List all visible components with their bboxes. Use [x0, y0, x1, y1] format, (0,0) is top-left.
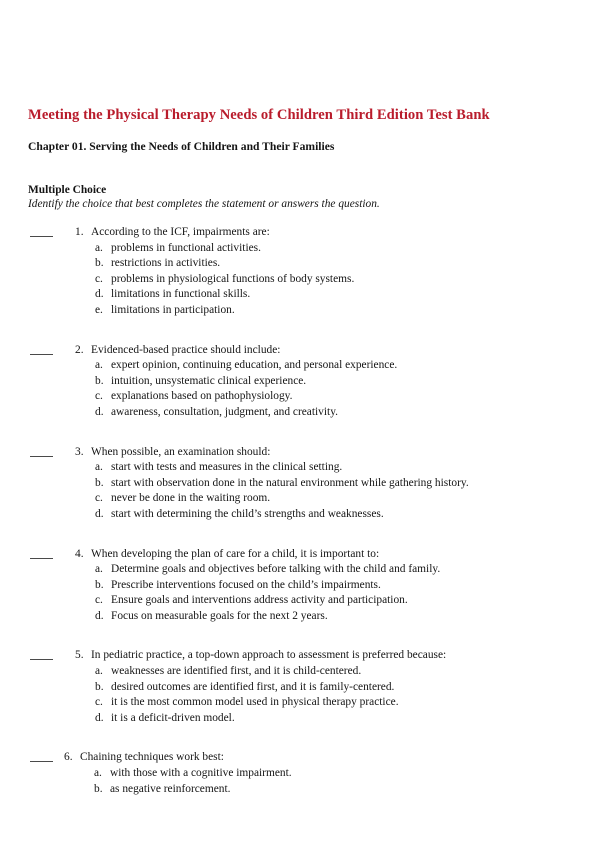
choice-text: as negative reinforcement.	[110, 782, 231, 795]
choice-option[interactable]	[0, 492, 600, 508]
choice-option[interactable]	[0, 390, 600, 406]
question-number: 6.	[64, 751, 73, 764]
choice-option[interactable]	[0, 508, 600, 524]
choice-text: expert opinion, continuing education, and personal experience.	[111, 359, 398, 372]
choice-text: awareness, consultation, judgment, and creativity.	[111, 405, 339, 418]
question-block	[0, 649, 600, 727]
choice-letter: a.	[95, 563, 103, 576]
question-stem	[0, 548, 600, 564]
question-block	[0, 226, 600, 320]
choice-text: limitations in participation.	[111, 303, 235, 316]
chapter-heading: Chapter 01. Serving the Needs of Children and Their Families	[28, 140, 335, 153]
choice-letter: b.	[95, 680, 104, 693]
section-instruction: Identify the choice that best completes the statement or answers the question.	[28, 198, 380, 210]
choice-option[interactable]	[0, 375, 600, 391]
question-stem	[0, 649, 600, 665]
choice-letter: c.	[95, 492, 103, 505]
choice-letter: b.	[95, 476, 104, 489]
choice-text: intuition, unsystematic clinical experience.	[111, 374, 307, 387]
choice-option[interactable]	[0, 665, 600, 681]
choice-text: desired outcomes are identified first, and it is family-centered.	[111, 680, 395, 693]
choice-option[interactable]	[0, 696, 600, 712]
question-number: 5.	[75, 649, 84, 662]
choice-letter: b.	[95, 578, 104, 591]
choice-letter: c.	[95, 272, 103, 285]
question-number: 1.	[75, 226, 84, 238]
choice-letter: a.	[95, 461, 103, 474]
choice-text: Focus on measurable goals for the next 2 years.	[111, 609, 328, 622]
choice-option[interactable]	[0, 461, 600, 477]
question-text: Chaining techniques work best:	[80, 751, 224, 764]
choice-letter: a.	[95, 665, 103, 678]
choice-option[interactable]	[0, 288, 600, 304]
choice-option[interactable]	[0, 594, 600, 610]
choice-letter: a.	[95, 359, 103, 372]
choice-text: start with determining the child’s strengths and weaknesses.	[111, 507, 384, 520]
choice-option[interactable]	[0, 610, 600, 626]
question-stem	[0, 226, 600, 242]
choice-text: Prescribe interventions focused on the child’s impairments.	[111, 578, 381, 591]
choice-option[interactable]	[0, 359, 600, 375]
choice-letter: c.	[95, 696, 103, 709]
choice-option[interactable]	[0, 712, 600, 728]
choice-letter: b.	[94, 782, 103, 795]
question-text: According to the ICF, impairments are:	[91, 226, 270, 238]
question-number: 2.	[75, 343, 84, 356]
question-stem	[0, 751, 600, 767]
choice-option[interactable]	[0, 477, 600, 493]
choice-letter: a.	[94, 767, 102, 780]
choice-option[interactable]	[0, 767, 600, 783]
choice-letter: e.	[95, 303, 103, 316]
choice-text: with those with a cognitive impairment.	[110, 767, 292, 780]
choice-text: it is a deficit-driven model.	[111, 711, 235, 724]
choice-text: problems in physiological functions of body systems.	[111, 272, 355, 285]
choice-option[interactable]	[0, 304, 600, 320]
choice-option[interactable]	[0, 273, 600, 289]
choice-text: Ensure goals and interventions address activity and participation.	[111, 594, 408, 607]
choice-text: limitations in functional skills.	[111, 288, 251, 301]
choice-letter: d.	[95, 507, 104, 520]
question-text: When possible, an examination should:	[91, 445, 271, 458]
document-title: Meeting the Physical Therapy Needs of Children Third Edition Test Bank	[28, 107, 490, 123]
choice-text: start with observation done in the natural environment while gathering history.	[111, 476, 469, 489]
question-stem	[0, 446, 600, 462]
choice-letter: d.	[95, 405, 104, 418]
question-block	[0, 751, 600, 798]
question-text: Evidenced-based practice should include:	[91, 343, 281, 356]
choice-text: never be done in the waiting room.	[111, 492, 271, 505]
choice-option[interactable]	[0, 681, 600, 697]
choice-letter: d.	[95, 711, 104, 724]
choice-text: restrictions in activities.	[111, 257, 221, 270]
section-heading-multiple-choice: Multiple Choice	[28, 184, 107, 196]
question-block	[0, 548, 600, 626]
choice-text: problems in functional activities.	[111, 241, 261, 254]
choice-letter: c.	[95, 594, 103, 607]
question-number: 3.	[75, 445, 84, 458]
choice-letter: d.	[95, 288, 104, 301]
choice-text: start with tests and measures in the clinical setting.	[111, 461, 343, 474]
choice-option[interactable]	[0, 579, 600, 595]
question-stem	[0, 344, 600, 360]
choice-text: Determine goals and objectives before talking with the child and family.	[111, 563, 441, 576]
question-block	[0, 344, 600, 422]
choice-option[interactable]	[0, 406, 600, 422]
question-text: In pediatric practice, a top-down approach to assessment is preferred because:	[91, 649, 447, 662]
choice-text: it is the most common model used in physical therapy practice.	[111, 696, 399, 709]
question-text: When developing the plan of care for a child, it is important to:	[91, 547, 380, 560]
choice-letter: c.	[95, 390, 103, 403]
question-number: 4.	[75, 547, 84, 560]
choice-letter: d.	[95, 609, 104, 622]
choice-text: explanations based on pathophysiology.	[111, 390, 293, 403]
question-list	[0, 226, 600, 822]
choice-option[interactable]	[0, 783, 600, 799]
choice-letter: b.	[95, 374, 104, 387]
choice-option[interactable]	[0, 257, 600, 273]
choice-letter: b.	[95, 257, 104, 270]
question-block	[0, 446, 600, 524]
choice-option[interactable]	[0, 563, 600, 579]
choice-letter: a.	[95, 241, 103, 254]
choice-option[interactable]	[0, 242, 600, 258]
choice-text: weaknesses are identified first, and it is child-centered.	[111, 665, 362, 678]
